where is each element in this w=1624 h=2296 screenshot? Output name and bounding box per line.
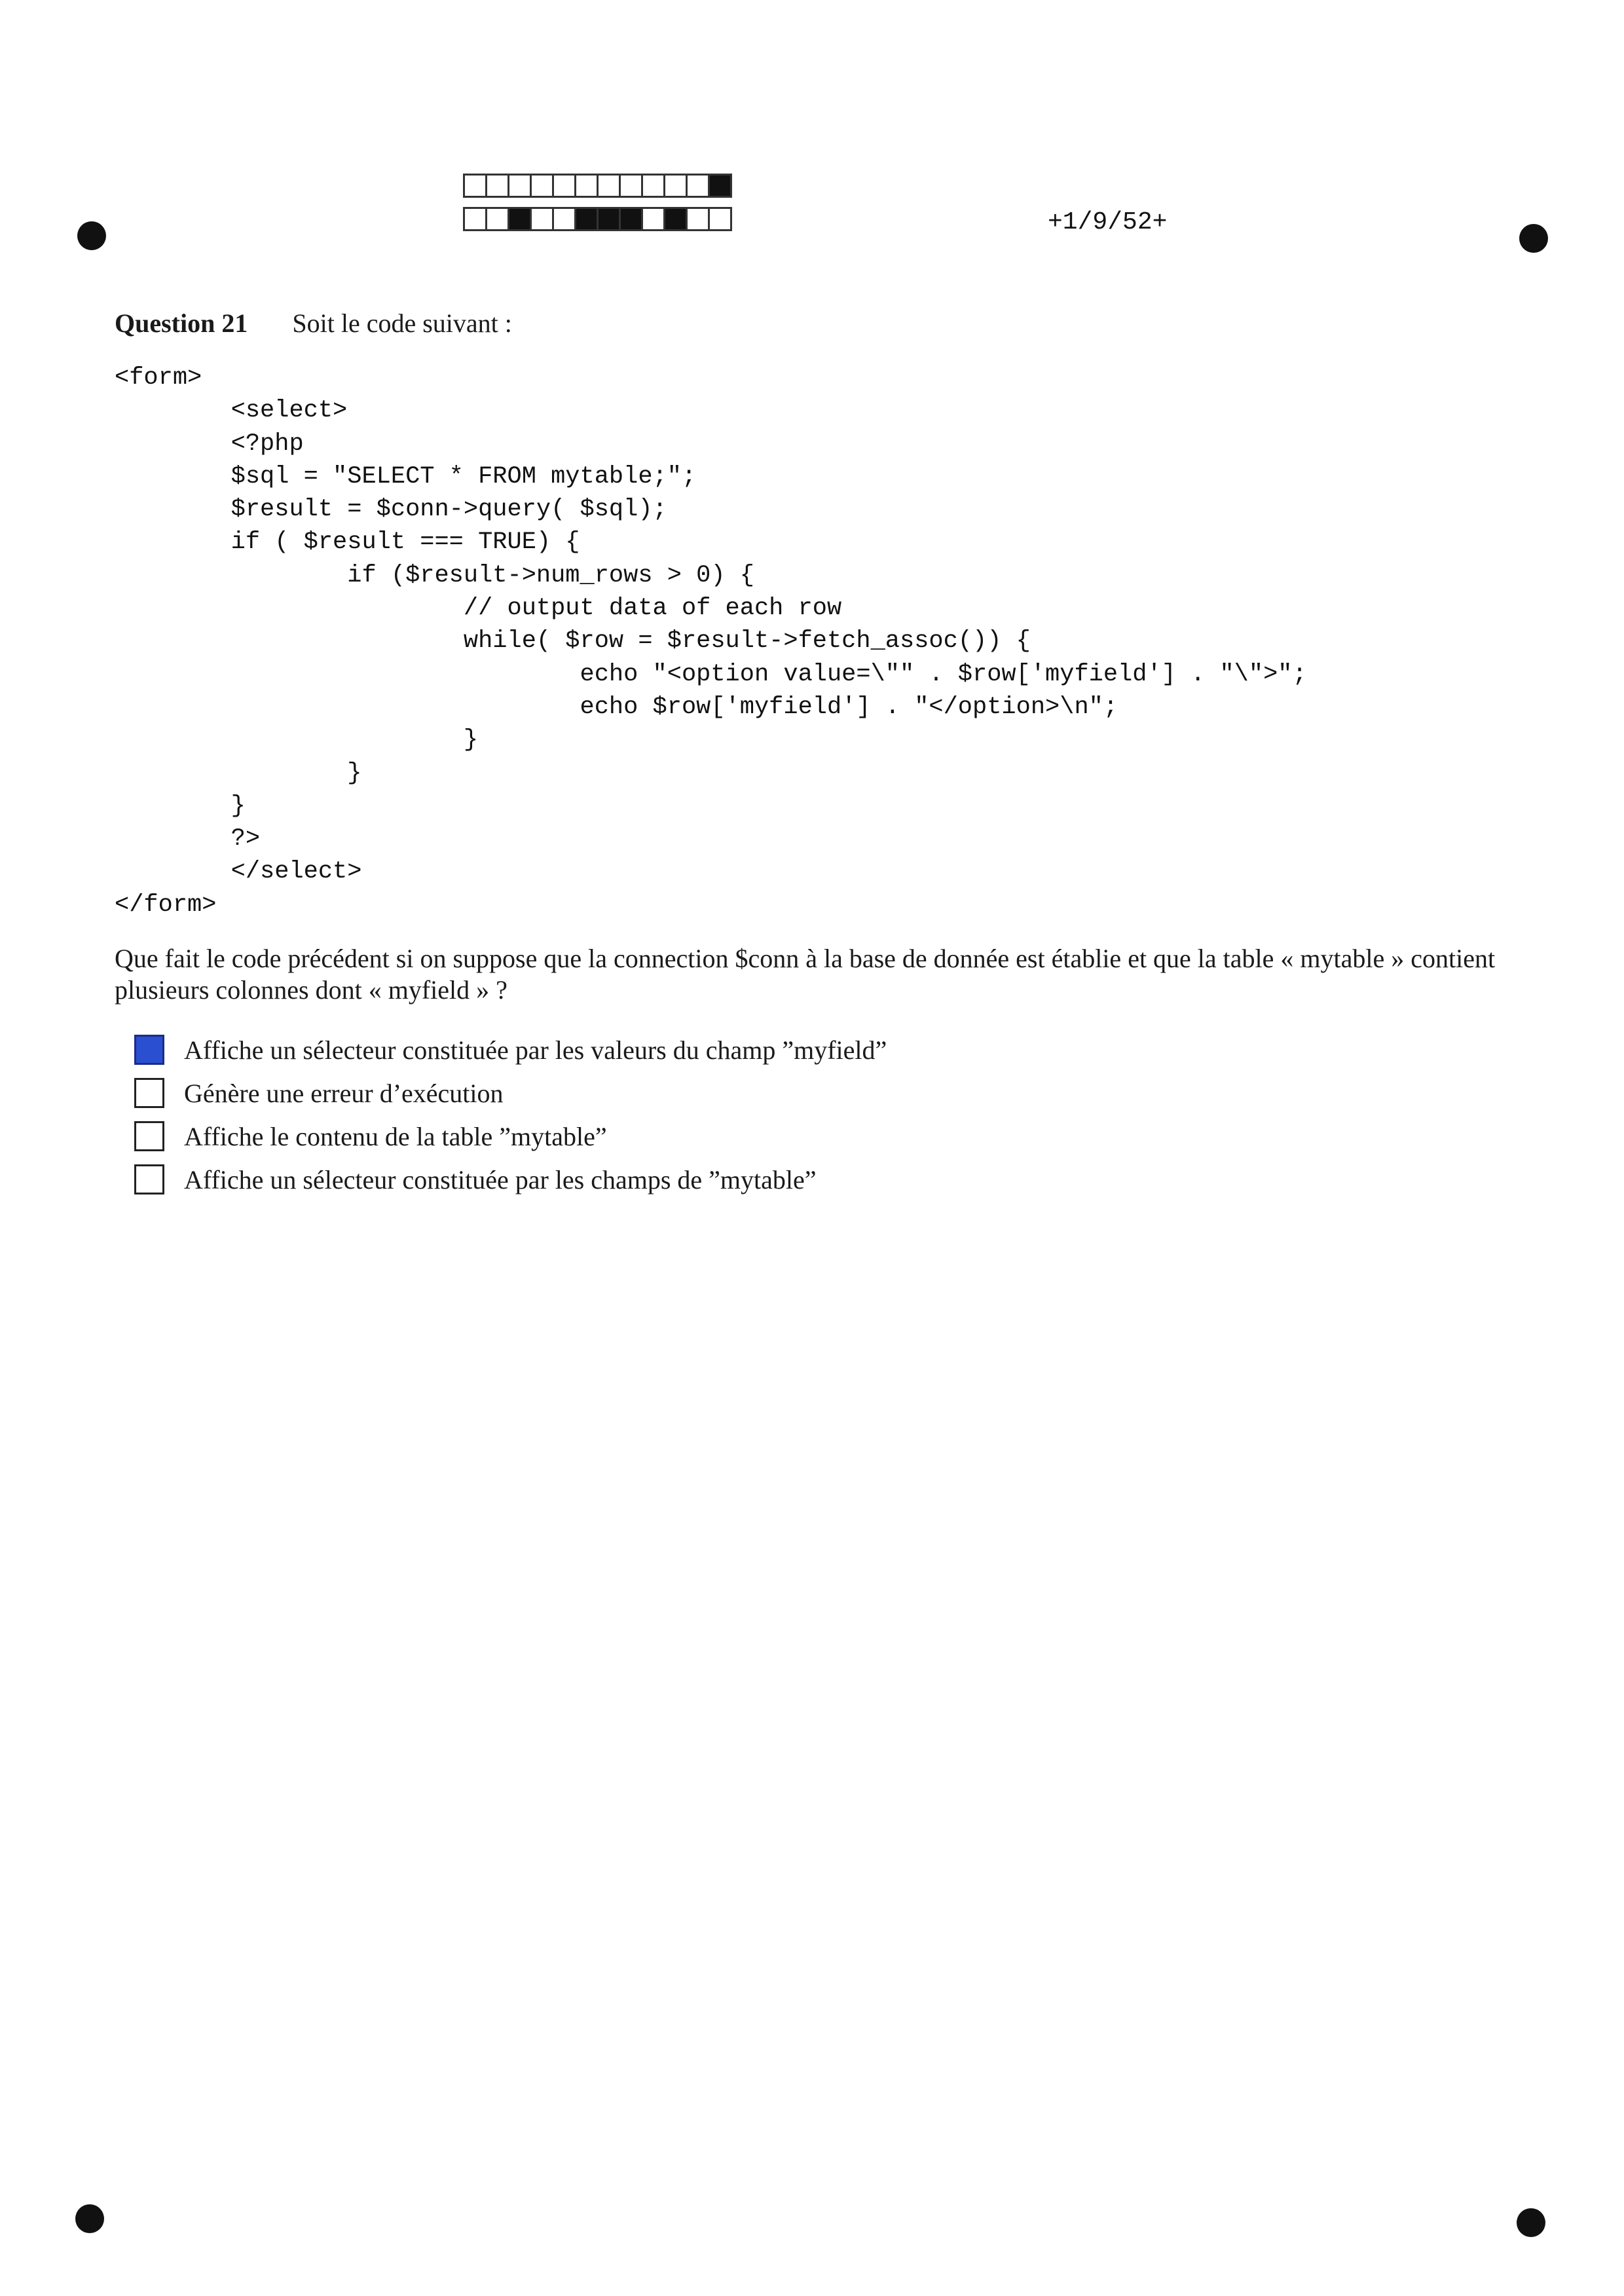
corner-mark-top-right <box>1519 224 1548 253</box>
id-grid-cell <box>530 207 554 231</box>
id-grid-cell <box>619 207 643 231</box>
id-grid-cell <box>708 207 732 231</box>
id-grid-cell <box>619 174 643 198</box>
code-line: $result = $conn->query( $sql); <box>115 496 667 524</box>
code-line: if ( $result === TRUE) { <box>115 528 580 557</box>
answer-checkbox[interactable] <box>134 1078 164 1108</box>
question-label: Question 21 <box>115 308 248 338</box>
code-line: // output data of each row <box>115 595 842 623</box>
page-code: +1/9/52+ <box>1048 208 1168 236</box>
id-grid-cell <box>485 207 509 231</box>
code-line: </select> <box>115 858 362 886</box>
answer-options <box>134 1028 887 1201</box>
code-line: ?> <box>115 825 261 853</box>
answer-checkbox[interactable] <box>134 1121 164 1151</box>
corner-mark-bottom-left <box>75 2204 104 2233</box>
code-line: } <box>115 759 362 787</box>
question-body: Que fait le code précédent si on suppose que la connection $conn à la base de donnée est établie et que la table « mytable » contient plusieurs colonnes dont « myfield » ? <box>115 944 1496 1005</box>
answer-checkbox[interactable] <box>134 1035 164 1065</box>
id-grid-cell <box>686 174 710 198</box>
code-line: echo "<option value=\"" . $row['myfield'] . "\">"; <box>115 660 1307 688</box>
id-grid-cell <box>708 174 732 198</box>
id-grid-cell <box>574 174 599 198</box>
code-line: $sql = "SELECT * FROM mytable;"; <box>115 462 697 491</box>
code-line: if ($result->num_rows > 0) { <box>115 561 754 589</box>
answer-option[interactable] <box>134 1158 887 1201</box>
code-line: <select> <box>115 397 348 425</box>
id-grid-cell <box>641 207 665 231</box>
id-grid-cell <box>663 174 688 198</box>
id-grid-cell <box>507 207 532 231</box>
question-header <box>115 308 512 339</box>
answer-option[interactable] <box>134 1115 887 1158</box>
id-grid-cell <box>641 174 665 198</box>
id-grid-row-1 <box>465 174 732 198</box>
code-line: while( $row = $result->fetch_assoc()) { <box>115 627 1031 656</box>
corner-mark-bottom-right <box>1517 2208 1545 2237</box>
corner-mark-top-left <box>77 221 106 250</box>
id-grid-cell <box>574 207 599 231</box>
answer-label: Affiche le contenu de la table ”mytable” <box>184 1121 607 1151</box>
id-grid-cell <box>485 174 509 198</box>
id-grid-cell <box>597 207 621 231</box>
id-grid-cell <box>552 207 576 231</box>
answer-checkbox[interactable] <box>134 1164 164 1194</box>
code-line: } <box>115 726 479 754</box>
id-grid-cell <box>507 174 532 198</box>
answer-option[interactable] <box>134 1028 887 1071</box>
question-intro: Soit le code suivant : <box>292 308 512 338</box>
code-line: echo $row['myfield'] . "</option>\n"; <box>115 693 1118 721</box>
answer-option[interactable] <box>134 1071 887 1115</box>
id-grid-cell <box>552 174 576 198</box>
id-grid-cell <box>686 207 710 231</box>
id-grid-cell <box>597 174 621 198</box>
id-grid-row-2 <box>465 207 732 231</box>
code-line: </form> <box>115 891 217 919</box>
id-grid-cell <box>463 174 487 198</box>
answer-label: Affiche un sélecteur constituée par les champs de ”mytable” <box>184 1164 817 1194</box>
code-block <box>115 361 1307 921</box>
id-grid-cell <box>463 207 487 231</box>
answer-label: Génère une erreur d’exécution <box>184 1078 504 1108</box>
id-grid-cell <box>530 174 554 198</box>
code-line: } <box>115 792 246 820</box>
code-line: <form> <box>115 364 202 392</box>
answer-label: Affiche un sélecteur constituée par les valeurs du champ ”myfield” <box>184 1035 887 1065</box>
id-grid-cell <box>663 207 688 231</box>
code-line: <?php <box>115 430 304 458</box>
